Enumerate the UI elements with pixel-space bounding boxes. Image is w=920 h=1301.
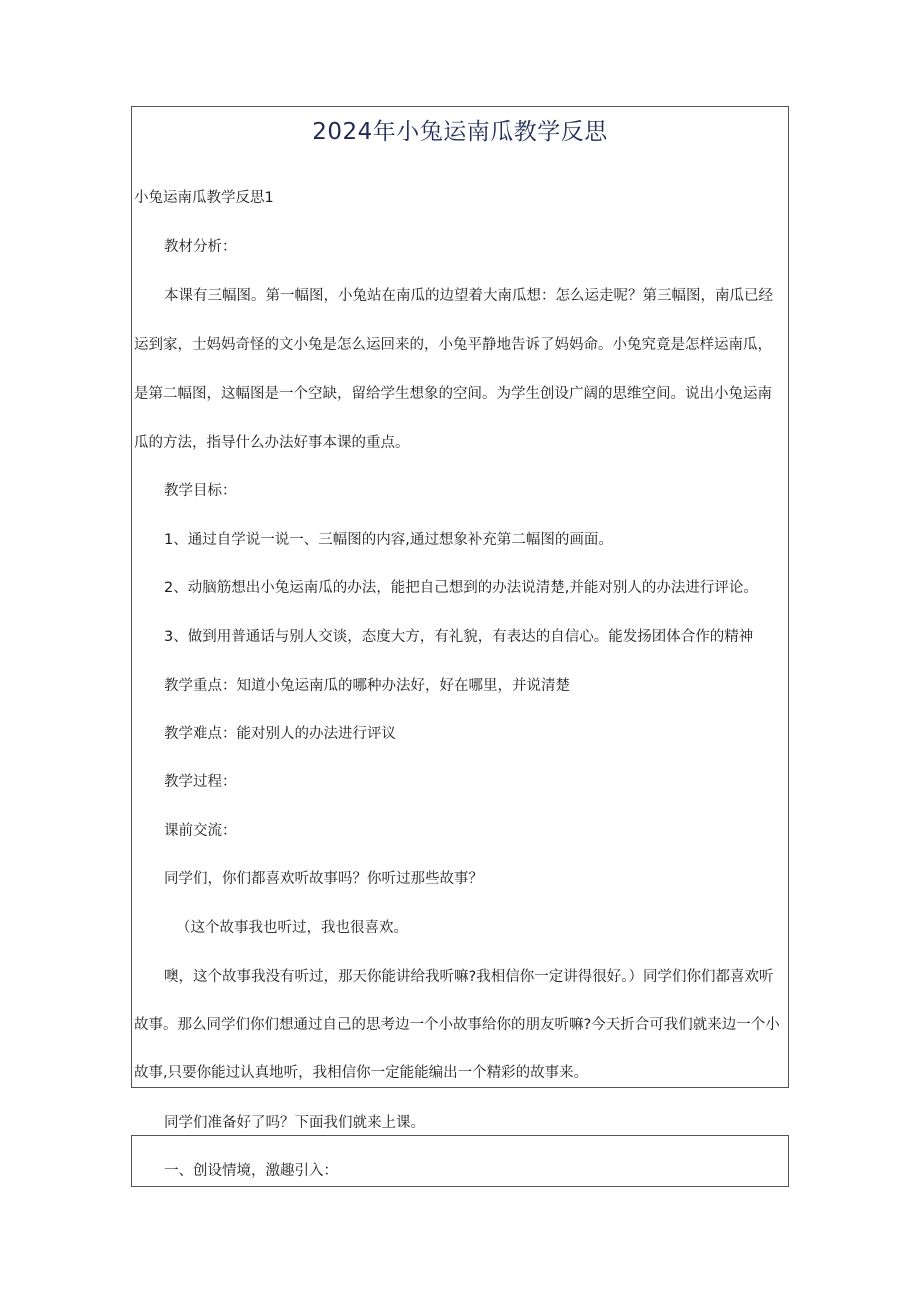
goal-item: 2、动脑筋想出小兔运南瓜的办法，能把自己想到的办法说清楚,并能对别人的办法进行评论。 bbox=[164, 580, 758, 596]
story-line: 故事,只要你能过认真地听，我相信你一定能能编出一个精彩的故事来。 bbox=[134, 1065, 589, 1081]
subtitle: 小兔运南瓜教学反思1 bbox=[134, 190, 274, 206]
difficulty: 教学难点：能对别人的办法进行评议 bbox=[164, 726, 396, 742]
materials-line: 是第二幅图，这幅图是一个空缺，留给学生想象的空间。为学生创设广阔的思维空间。说出小兔运南 bbox=[134, 386, 772, 402]
materials-line: 瓜的方法，指导什么办法好事本课的重点。 bbox=[134, 435, 410, 451]
process-heading: 教学过程： bbox=[164, 774, 237, 790]
preclass-heading: 课前交流： bbox=[164, 823, 237, 839]
goal-item: 1、通过自学说一说一、三幅图的内容,通过想象补充第二幅图的画面。 bbox=[164, 532, 613, 548]
story-line: 噢，这个故事我没有听过，那天你能讲给我听嘛?我相信你一定讲得很好。）同学们你们都喜欢听 bbox=[164, 969, 774, 985]
ready-line: 同学们准备好了吗？下面我们就来上课。 bbox=[164, 1115, 425, 1131]
key-point: 教学重点：知道小兔运南瓜的哪种办法好，好在哪里，并说清楚 bbox=[164, 678, 570, 694]
materials-line: 本课有三幅图。第一幅图，小兔站在南瓜的边望着大南瓜想：怎么运走呢？第三幅图，南瓜已经 bbox=[164, 288, 773, 304]
story-line: 故事。那么同学们你们想通过自己的思考边一个小故事给你的朋友听嘛?今天折合可我们就来边一个小 bbox=[134, 1017, 780, 1033]
goal-item: 3、做到用普通话与别人交谈，态度大方，有礼貌，有表达的自信心。能发扬团体合作的精神 bbox=[164, 629, 754, 645]
goals-heading: 教学目标： bbox=[164, 483, 237, 499]
step-one-heading: 一、创设情境，激趣引入： bbox=[164, 1163, 338, 1179]
answer-line: （这个故事我也听过，我也很喜欢。 bbox=[176, 920, 408, 936]
materials-line: 运到家，士妈妈奇怪的文小兔是怎么运回来的，小兔平静地告诉了妈妈命。小兔究竟是怎样运南瓜， bbox=[134, 337, 772, 353]
page-title: 2024年小兔运南瓜教学反思 bbox=[312, 119, 608, 145]
question-line: 同学们，你们都喜欢听故事吗？你听过那些故事？ bbox=[164, 871, 483, 887]
materials-heading: 教材分析： bbox=[164, 239, 237, 255]
